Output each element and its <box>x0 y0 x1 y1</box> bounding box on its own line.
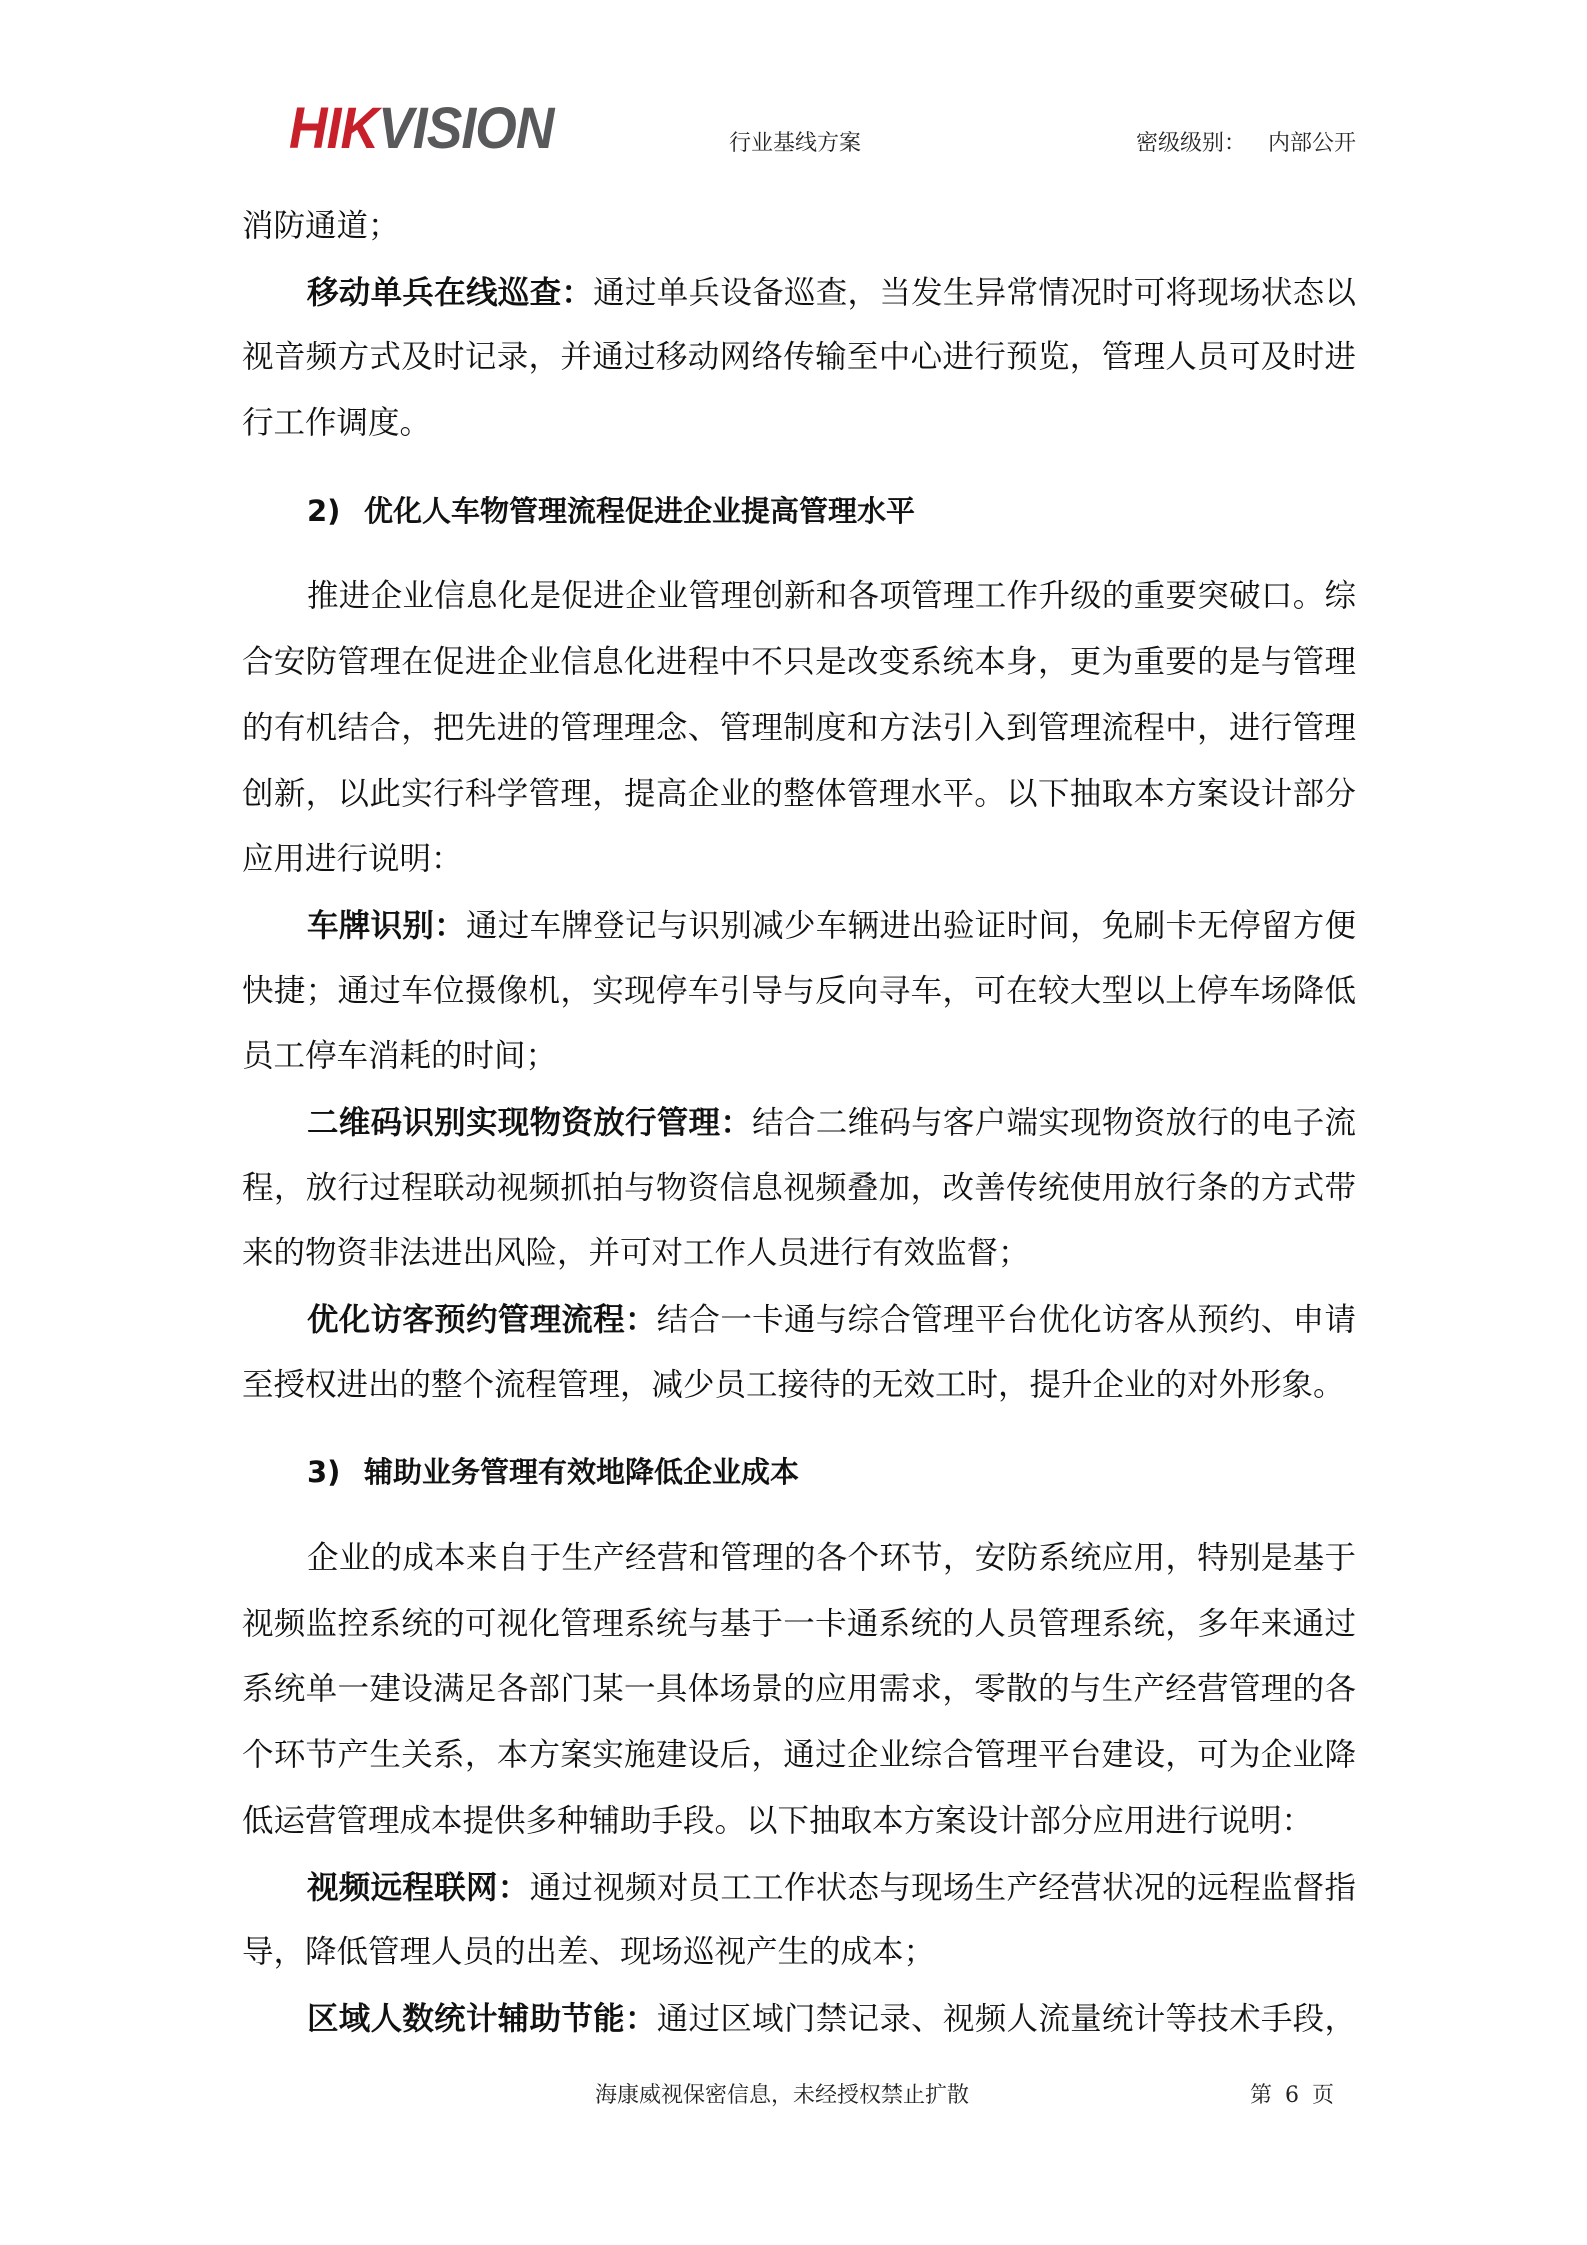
line-text: 来的物资非法进出风险，并可对工作人员进行有效监督； <box>242 1235 1030 1272</box>
section-heading <box>242 479 1356 545</box>
text-line <box>242 260 1356 326</box>
text-line <box>242 1986 1356 2052</box>
paragraph <box>242 893 1356 1090</box>
text-line <box>242 827 1356 893</box>
text-line <box>242 391 1356 457</box>
line-text: 视频监控系统的可视化管理系统与基于一卡通系统的人员管理系统，多年来通过 <box>242 1605 1356 1642</box>
logo-vision: VISION <box>378 96 554 161</box>
page-number: 第 6 页 <box>1250 2083 1334 2108</box>
line-text: 系统单一建设满足各部门某一具体场景的应用需求，零散的与生产经营管理的各 <box>242 1671 1356 1708</box>
paragraph <box>242 260 1356 457</box>
text-line <box>242 1287 1356 1353</box>
document-title: 行业基线方案 <box>729 131 862 156</box>
text-line <box>242 1855 1356 1921</box>
paragraph <box>242 194 1356 260</box>
section-heading <box>242 1440 1356 1506</box>
text-line <box>242 1920 1356 1986</box>
line-text: 导，降低管理人员的出差、现场巡视产生的成本； <box>242 1934 936 1971</box>
line-text: 合安防管理在促进企业信息化进程中不只是改变系统本身，更为重要的是与管理 <box>242 644 1356 681</box>
section-title: 优化人车物管理流程促进企业提高管理水平 <box>364 493 916 528</box>
text-line <box>242 194 1356 260</box>
text-line <box>242 1789 1356 1855</box>
line-text: 消防通道； <box>242 208 400 244</box>
text-line <box>242 325 1356 391</box>
text-line <box>242 1090 1356 1156</box>
text-line <box>242 1526 1356 1592</box>
text-line <box>242 893 1356 959</box>
line-text: 推进企业信息化是促进企业管理创新和各项管理工作升级的重要突破口。综 <box>307 578 1356 615</box>
line-text: 至授权进出的整个流程管理，减少员工接待的无效工时，提升企业的对外形象。 <box>242 1366 1345 1403</box>
text-line <box>242 1353 1356 1419</box>
line-text: 结合二维码与客户端实现物资放行的电子流 <box>752 1104 1356 1141</box>
paragraph <box>242 564 1356 892</box>
text-line <box>242 959 1356 1025</box>
text-line <box>242 1657 1356 1723</box>
text-line <box>242 762 1356 828</box>
paragraph <box>242 1287 1356 1418</box>
document-body <box>242 194 1356 2052</box>
line-text: 个环节产生关系，本方案实施建设后，通过企业综合管理平台建设，可为企业降 <box>242 1737 1356 1774</box>
section-number: 2) <box>307 493 341 528</box>
security-label: 密级级别： <box>1135 131 1246 156</box>
line-text: 通过单兵设备巡查，当发生异常情况时可将现场状态以 <box>593 274 1356 311</box>
paragraph <box>242 1986 1356 2052</box>
paragraph <box>242 1090 1356 1287</box>
hikvision-logo <box>289 96 554 161</box>
text-line <box>242 630 1356 696</box>
bold-lead-term: 移动单兵在线巡查： <box>307 273 594 311</box>
line-text: 通过区域门禁记录、视频人流量统计等技术手段， <box>656 2000 1356 2037</box>
bold-lead-term: 区域人数统计辅助节能： <box>307 1999 657 2037</box>
line-text: 创新，以此实行科学管理，提高企业的整体管理水平。以下抽取本方案设计部分 <box>242 775 1356 812</box>
confidential-notice: 海康威视保密信息，未经授权禁止扩散 <box>595 2083 970 2108</box>
text-line <box>242 1221 1356 1287</box>
text-line <box>242 1723 1356 1789</box>
line-text: 通过车牌登记与识别减少车辆进出验证时间，免刷卡无停留方便 <box>465 907 1356 944</box>
line-text: 低运营管理成本提供多种辅助手段。以下抽取本方案设计部分应用进行说明： <box>242 1802 1314 1839</box>
text-line <box>242 1156 1356 1222</box>
security-level <box>1136 130 1356 158</box>
text-line <box>242 1024 1356 1090</box>
paragraph <box>242 1855 1356 1986</box>
text-line <box>242 696 1356 762</box>
line-text: 结合一卡通与综合管理平台优化访客从预约、申请 <box>656 1302 1356 1338</box>
bold-lead-term: 视频远程联网： <box>307 1868 530 1906</box>
line-text: 程，放行过程联动视频抓拍与物资信息视频叠加，改善传统使用放行条的方式带 <box>242 1169 1356 1206</box>
line-text: 应用进行说明： <box>242 841 463 878</box>
line-text: 企业的成本来自于生产经营和管理的各个环节，安防系统应用，特别是基于 <box>307 1540 1356 1577</box>
section-number: 3) <box>307 1455 341 1490</box>
logo-hik: HIK <box>289 96 379 161</box>
paragraph <box>242 1526 1356 1854</box>
security-value: 内部公开 <box>1267 131 1356 156</box>
bold-lead-term: 车牌识别： <box>307 906 466 944</box>
text-line <box>242 1592 1356 1658</box>
bold-lead-term: 优化访客预约管理流程： <box>307 1301 657 1338</box>
line-text: 快捷；通过车位摄像机，实现停车引导与反向寻车，可在较大型以上停车场降低 <box>242 972 1356 1009</box>
text-line <box>242 564 1356 630</box>
line-text: 通过视频对员工工作状态与现场生产经营状况的远程监督指 <box>529 1869 1356 1906</box>
line-text: 视音频方式及时记录，并通过移动网络传输至中心进行预览，管理人员可及时进 <box>242 339 1356 376</box>
line-text: 员工停车消耗的时间； <box>242 1038 558 1075</box>
bold-lead-term: 二维码识别实现物资放行管理： <box>307 1103 753 1141</box>
line-text: 的有机结合，把先进的管理理念、管理制度和方法引入到管理流程中，进行管理 <box>242 709 1356 746</box>
section-title: 辅助业务管理有效地降低企业成本 <box>364 1455 800 1490</box>
line-text: 行工作调度。 <box>242 405 432 442</box>
